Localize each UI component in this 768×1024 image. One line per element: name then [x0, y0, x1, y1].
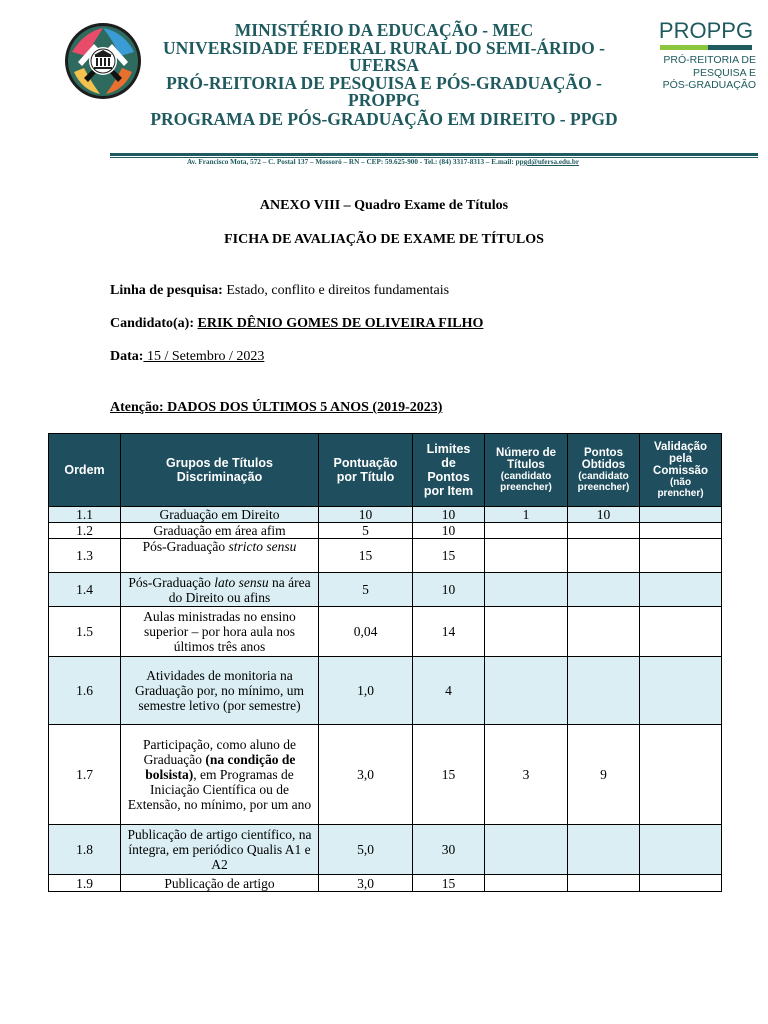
table-row: [49, 657, 722, 725]
row-grupo-bold: (na condição de bolsista): [145, 752, 296, 782]
col-limites-line3: Pontos: [427, 470, 470, 484]
header-program: PROGRAMA DE PÓS-GRADUAÇÃO EM DIREITO - PPGD: [150, 108, 618, 129]
row-pontuacao: 15: [319, 539, 413, 573]
row-numero[interactable]: [485, 657, 568, 725]
row-grupo: Aulas ministradas no ensino superior – por hora aula nos últimos três anos: [121, 607, 319, 657]
col-pontos-line2: Obtidos: [581, 459, 626, 471]
header-prorectorate: PRÓ-REITORIA DE PESQUISA E PÓS-GRADUAÇÃO -: [166, 72, 602, 93]
research-line-value: Estado, conflito e direitos fundamentais: [222, 283, 450, 298]
research-line-label: Linha de pesquisa:: [110, 283, 223, 298]
proppg-logo-name: PROPPG: [658, 18, 754, 43]
proppg-sub-line3: PÓS-GRADUAÇÃO: [662, 79, 756, 91]
col-grupos: [121, 434, 319, 507]
col-limites: [413, 434, 485, 507]
header-university-acronym: UFERSA: [348, 55, 419, 75]
col-pontos-line3: (candidato: [578, 471, 629, 482]
row-grupo: Graduação em Direito: [121, 507, 319, 523]
date-value: 15 / Setembro / 2023: [143, 349, 265, 364]
table-row: [49, 507, 722, 523]
row-pontos[interactable]: 10: [568, 507, 640, 523]
row-grupo: Publicação de artigo científico, na íntegra, em periódico Qualis A1 e A2: [121, 825, 319, 875]
row-pontuacao: 1,0: [319, 657, 413, 725]
col-numero-line4: preencher): [500, 482, 552, 493]
header-university: UNIVERSIDADE FEDERAL RURAL DO SEMI-ÁRIDO -: [163, 37, 605, 58]
table-row: [49, 573, 722, 607]
row-pontos[interactable]: [568, 573, 640, 607]
col-ordem: Ordem: [49, 434, 121, 507]
row-limite: 15: [413, 725, 485, 825]
row-grupo: [121, 573, 319, 607]
candidate-value: ERIK DÊNIO GOMES DE OLIVEIRA FILHO: [197, 316, 484, 331]
row-validacao: [640, 607, 722, 657]
row-limite: 15: [413, 875, 485, 892]
row-pontuacao: 5: [319, 573, 413, 607]
titles-evaluation-table: [48, 433, 722, 892]
header-ministry: MINISTÉRIO DA EDUCAÇÃO - MEC: [234, 20, 534, 40]
row-grupo: Graduação em área afim: [121, 523, 319, 539]
attention-note: Atenção: DADOS DOS ÚLTIMOS 5 ANOS (2019-2023): [110, 400, 443, 415]
proppg-logo-subtitle: [656, 54, 756, 92]
address-text: Av. Francisco Mota, 572 – C. Postal 137 – Mossoró – RN – CEP: 59.625-900 - Tel.: (84) 3317-8313 – E.mail:: [186, 158, 516, 166]
proppg-logo-bar-green: [660, 45, 708, 50]
table-row: [49, 875, 722, 892]
row-numero[interactable]: [485, 539, 568, 573]
row-validacao: [640, 657, 722, 725]
col-grupos-line1: Grupos de Títulos: [166, 456, 273, 470]
row-ordem: 1.1: [49, 507, 121, 523]
col-pontuacao: [319, 434, 413, 507]
row-ordem: 1.9: [49, 875, 121, 892]
date-label: Data:: [110, 349, 144, 364]
col-limites-line4: por Item: [423, 484, 474, 498]
row-grupo-text-end: , em Programas de Iniciação Científica ou de Extensão, no mínimo, por um ano: [127, 767, 312, 812]
institution-header: [150, 22, 618, 128]
col-validacao: [640, 434, 722, 507]
row-grupo: [121, 539, 319, 573]
col-validacao-line5: prencher): [657, 488, 704, 499]
row-limite: 15: [413, 539, 485, 573]
candidate-label: Candidato(a):: [110, 316, 195, 331]
row-grupo-italic: stricto sensu: [228, 539, 297, 554]
row-pontuacao: 10: [319, 507, 413, 523]
row-pontuacao: 5,0: [319, 825, 413, 875]
col-validacao-line1: Validação: [653, 441, 708, 453]
col-validacao-line4: (não: [669, 477, 692, 488]
table-row: [49, 607, 722, 657]
col-numero-line2: Títulos: [507, 459, 545, 471]
row-grupo: [121, 725, 319, 825]
row-grupo-italic: lato sensu: [214, 574, 269, 590]
row-pontos[interactable]: [568, 607, 640, 657]
col-limites-line2: de: [441, 456, 456, 470]
row-numero[interactable]: [485, 607, 568, 657]
ufersa-seal-icon: [64, 22, 142, 100]
row-ordem: 1.4: [49, 573, 121, 607]
row-validacao: [640, 725, 722, 825]
proppg-sub-line1: PRÓ-REITORIA DE: [663, 54, 756, 66]
row-pontuacao: 3,0: [319, 875, 413, 892]
row-grupo-text: Pós-Graduação: [128, 574, 215, 590]
row-pontos[interactable]: [568, 875, 640, 892]
row-ordem: 1.6: [49, 657, 121, 725]
form-title: FICHA DE AVALIAÇÃO DE EXAME DE TÍTULOS: [224, 232, 544, 247]
row-grupo: Atividades de monitoria na Graduação por, no mínimo, um semestre letivo (por semestre): [121, 657, 319, 725]
row-pontos[interactable]: 9: [568, 725, 640, 825]
row-numero[interactable]: [485, 523, 568, 539]
col-grupos-line2: Discriminação: [176, 470, 263, 484]
row-validacao: [640, 825, 722, 875]
row-limite: 10: [413, 573, 485, 607]
row-grupo-text: Participação, como aluno de Graduação: [143, 737, 296, 767]
col-validacao-line2: pela: [668, 453, 692, 465]
row-validacao: [640, 523, 722, 539]
row-validacao: [640, 573, 722, 607]
row-pontos[interactable]: [568, 539, 640, 573]
row-numero[interactable]: [485, 825, 568, 875]
col-pontos-line1: Pontos: [584, 447, 623, 459]
row-grupo-text: Pós-Graduação: [142, 539, 229, 554]
col-validacao-line3: Comissão: [653, 465, 708, 477]
table-row: [49, 725, 722, 825]
col-pontuacao-line1: Pontuação: [333, 456, 398, 470]
col-limites-line1: Limites: [426, 442, 471, 456]
row-limite: 30: [413, 825, 485, 875]
col-numero: [485, 434, 568, 507]
proppg-sub-line2: PESQUISA E: [692, 66, 756, 79]
col-pontos: [568, 434, 640, 507]
proppg-logo-icon: [656, 18, 756, 100]
header-prorectorate-acronym: PROPPG: [348, 90, 420, 110]
row-ordem: 1.3: [49, 539, 121, 573]
row-numero[interactable]: [485, 573, 568, 607]
row-numero[interactable]: 1: [485, 507, 568, 523]
row-ordem: 1.5: [49, 607, 121, 657]
row-ordem: 1.8: [49, 825, 121, 875]
annex-title: ANEXO VIII – Quadro Exame de Títulos: [259, 198, 509, 213]
row-pontos[interactable]: [568, 657, 640, 725]
row-ordem: 1.2: [49, 523, 121, 539]
email-link[interactable]: ppgd@ufersa.edu.br: [515, 158, 580, 166]
col-pontuacao-line2: por Título: [336, 470, 395, 484]
row-numero[interactable]: 3: [485, 725, 568, 825]
research-line-field: [110, 283, 449, 299]
col-numero-line3: (candidato: [500, 471, 552, 482]
col-pontos-line4: preencher): [577, 482, 630, 493]
row-pontuacao: 5: [319, 523, 413, 539]
row-validacao: [640, 539, 722, 573]
row-pontos[interactable]: [568, 523, 640, 539]
row-numero[interactable]: [485, 875, 568, 892]
row-pontuacao: 0,04: [319, 607, 413, 657]
row-limite: 4: [413, 657, 485, 725]
header-divider-thick: [110, 153, 758, 156]
row-validacao: [640, 507, 722, 523]
date-field: [110, 349, 264, 365]
row-limite: 14: [413, 607, 485, 657]
table-header-row: [49, 434, 722, 507]
table-row: [49, 825, 722, 875]
row-limite: 10: [413, 523, 485, 539]
row-ordem: 1.7: [49, 725, 121, 825]
address-line: [110, 158, 656, 166]
table-row: [49, 539, 722, 573]
proppg-logo-bar-teal: [708, 45, 752, 50]
row-pontuacao: 3,0: [319, 725, 413, 825]
row-validacao: [640, 875, 722, 892]
row-grupo: Publicação de artigo: [121, 875, 319, 892]
row-limite: 10: [413, 507, 485, 523]
table-row: [49, 523, 722, 539]
candidate-field: [110, 316, 483, 332]
row-grupo-text-end: na área do Direito ou afins: [168, 574, 311, 605]
col-numero-line1: Número de: [495, 447, 557, 459]
row-pontos[interactable]: [568, 825, 640, 875]
